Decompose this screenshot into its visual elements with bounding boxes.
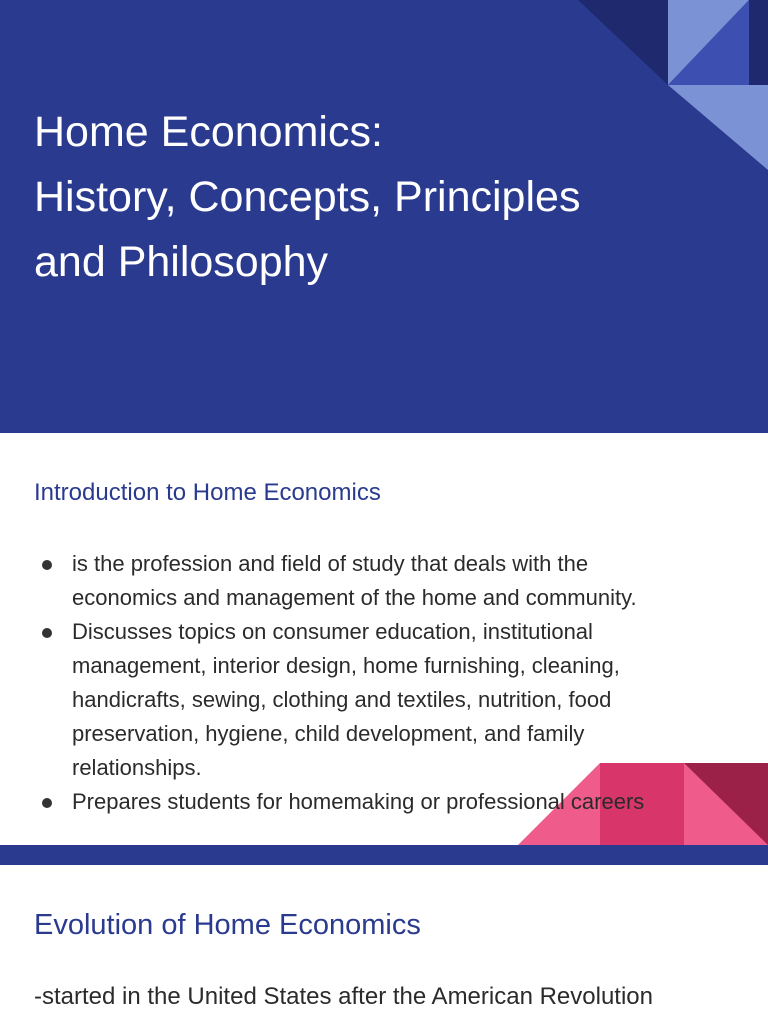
- title-slide: [0, 0, 768, 433]
- bullet-line: relationships.: [72, 755, 202, 780]
- presentation-title: [34, 100, 694, 295]
- bullet-line: preservation, hygiene, child development, and family: [72, 721, 585, 746]
- bullet-dot-icon: [42, 798, 52, 808]
- bullet-dot-icon: [42, 628, 52, 638]
- intro-slide: [0, 433, 768, 845]
- bullet-line: handicrafts, sewing, clothing and textiles, nutrition, food: [72, 687, 612, 712]
- bullet-item: [34, 785, 724, 819]
- evolution-text: -started in the United States after the American Revolution: [34, 983, 653, 1010]
- title-line-2: History, Concepts, Principles: [34, 173, 581, 221]
- bullet-line: Discusses topics on consumer education, institutional: [72, 619, 593, 644]
- bullet-line: economics and management of the home and community.: [72, 585, 637, 610]
- intro-heading: Introduction to Home Economics: [34, 479, 381, 506]
- bullet-line: is the profession and field of study that deals with the: [72, 551, 589, 576]
- intro-bullet-list: [34, 547, 724, 819]
- bullet-line: Prepares students for homemaking or professional careers: [72, 789, 645, 814]
- title-line-1: Home Economics:: [34, 108, 383, 156]
- bullet-item: [34, 615, 724, 785]
- slide-separator-band: [0, 845, 768, 865]
- bullet-line: management, interior design, home furnishing, cleaning,: [72, 653, 620, 678]
- bullet-item: [34, 547, 724, 615]
- evolution-slide: [0, 865, 768, 1024]
- bullet-dot-icon: [42, 560, 52, 570]
- title-line-3: and Philosophy: [34, 238, 329, 286]
- evolution-heading: Evolution of Home Economics: [34, 909, 421, 941]
